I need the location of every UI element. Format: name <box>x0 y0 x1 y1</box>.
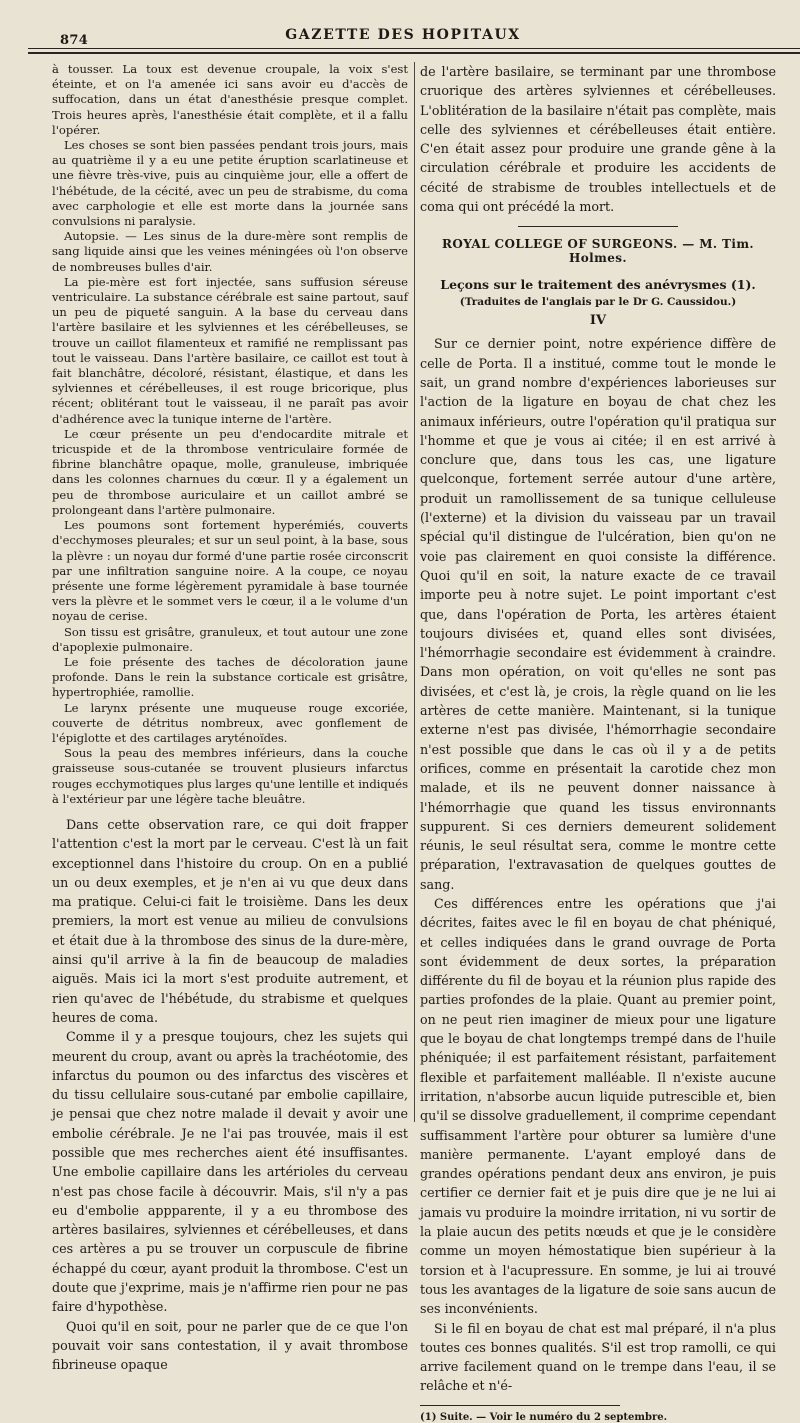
page-number: 874 <box>60 33 89 48</box>
paragraph: La pie-mère est fort injectée, sans suffusion séreuse ventriculaire. La substance cérébrale est saine partout, sauf un peu de piqueté sanguin. A la base du cerveau dans l'artère basilaire et les sylviennes et les cérébelleuses, se trouve un caillot filamenteux et ramifié ne remplissant pas tout le vaisseau. Dans l'artère basilaire, ce caillot est tout à fait blanchâtre, décoloré, résistant, élastique, et dans les sylviennes et cérébelleuses, il est rouge bricorique, plus récent; oblitérant tout le vaisseau, il ne paraît pas avoir d'adhérence avec la tunique interne de l'artère. <box>52 274 408 426</box>
page-header <box>28 0 778 60</box>
lecture-number: IV <box>589 313 607 329</box>
paragraph: Son tissu est grisâtre, granuleux, et tout autour une zone d'apoplexie pulmonaire. <box>52 624 408 654</box>
commentary <box>52 815 408 1375</box>
paragraph: Dans cette observation rare, ce qui doit frapper l'attention c'est la mort par le cerveau. C'est là un fait exceptionnel dans l'histoire du croup. On en a publié un ou deux exemples, et je n'en ai vu que deux dans ma pratique. Celui-ci fait le troisième. Dans les deux premiers, la mort est venue au milieu de convulsions et était due à la thrombose des sinus de la dure-mère, ainsi qu'il arrive à la fin de beaucoup de maladies aiguës. Mais ici la mort s'est produite autrement, et rien qu'avec de l'hébétude, du strabisme et quelques heures de coma. <box>52 816 408 1025</box>
journal-title: GAZETTE DES HOPITAUX <box>285 27 521 43</box>
right-column <box>420 62 776 1423</box>
paragraph: Le larynx présente une muqueuse rouge excoriée, couverte de détritus nombreux, avec gonflement de l'épiglotte et des cartilages aryténoïdes. <box>52 700 408 745</box>
paragraph: Quoi qu'il en soit, pour ne parler que de ce que l'on pouvait voir sans contestation, il y avait thrombose fibrineuse opaque <box>52 1318 408 1373</box>
lecture-title: Leçons sur le traitement des anévrysmes (1). <box>440 277 756 293</box>
lecture-body <box>420 334 776 1395</box>
paragraph: à tousser. La toux est devenue croupale, la voix s'est éteinte, et on l'a amenée ici sans avoir eu d'accès de suffocation, dans un état d'anesthésie presque complet. Trois heures après, l'anesthésie était complète, et il a fallu l'opérer. <box>52 62 408 137</box>
section-separator <box>518 226 678 227</box>
paragraph: Si le fil en boyau de chat est mal préparé, il n'a plus toutes ces bonnes qualités. S'il est trop ramolli, ce qui arrive facilement quand on le trempe dans l'eau, il se relâche et n'é- <box>420 1320 776 1394</box>
column-divider <box>414 62 415 1122</box>
left-column <box>52 62 408 1373</box>
paragraph: Comme il y a presque toujours, chez les sujets qui meurent du croup, avant ou après la trachéotomie, des infarctus du poumon ou des infarctus des viscères et du tissu cellulaire sous-cutané par embolie capillaire, je pensai que chez notre malade il devait y avoir une embolie cérébrale. Je ne l'ai pas trouvée, mais il est possible que mes recherches aient été insuffisantes. Une embolie capillaire dans les artérioles du cerveau n'est pas chose facile à découvrir. Mais, s'il n'y a pas eu d'embolie appparente, il y a eu thrombose des artères basilaires, sylviennes et cérébelleuses, et dans ces artères a pu se trouver un corpuscule de fibrine échappé du cœur, ayant produit la thrombose. C'est un doute que j'exprime, mais je n'affirme rien pour ne pas faire d'hypothèse. <box>52 1029 408 1315</box>
paragraph: Sur ce dernier point, notre expérience diffère de celle de Porta. Il a institué, comme tout le monde le sait, un grand nombre d'expériences laborieuses sur l'action de la ligature en boyau de chat chez les animaux inférieurs, outre l'opération qu'il pratiqua sur l'homme et que je vous ai citée; il en est arrivé à conclure que, dans tous les cas, une ligature quelconque, fortement serrée autour d'une artère, produit un ramollissement de sa tunique celluleuse (l'externe) et la division du vaisseau par un travail spécial qu'il distingue de l'ulcération, bien qu'on ne voie pas clairement en quoi consiste la différence. Quoi qu'il en soit, la nature exacte de ce travail importe peu à notre sujet. Le point important c'est que, dans l'opération de Porta, les artères étaient toujours divisées et, quand elles sont divisées, l'hémorrhagie secondaire est évidemment à craindre. Dans mon opération, on voit qu'elles ne sont pas divisées, et c'est là, je crois, la règle quand on lie les artères de cette manière. Maintenant, si la tunique externe n'est pas divisée, l'hémorrhagie secondaire n'est possible que dans le cas où il y a de petits orifices, comme en présentait la carotide chez mon malade, et ils ne peuvent donner naissance à l'hémorrhagie que quand les tissus environnants suppurent. Si ces derniers demeurent solidement réunis, le seul résultat sera, comme le montre cette préparation, l'extravasation de quelques gouttes de sang. <box>420 336 776 892</box>
header-rule-thin <box>28 48 800 49</box>
paragraph-autopsy: Autopsie. — Les sinus de la dure-mère sont remplis de sang liquide ainsi que les veines méningées où l'on observe de nombreuses bulles d'air. <box>52 229 408 274</box>
lecture-subtitle: (Traduites de l'anglais par le Dr G. Caussidou.) <box>459 296 737 309</box>
paragraph: Ces différences entre les opérations que j'ai décrites, faites avec le fil en boyau de chat phéniqué, et celles indiquées dans le grand ouvrage de Porta sont évidemment de deux sortes, la préparation différente du fil de boyau et la réunion plus rapide des parties profondes de la plaie. Quant au premier point, on ne peut rien imaginer de mieux pour une ligature que le boyau de chat longtemps trempé dans de l'huile phéniquée; il est parfaitement résistant, parfaitement flexible et parfaitement malléable. Il n'existe aucune irritation, n'absorbe aucun liquide putrescible et, bien qu'il se dissolve graduellement, il comprime cependant suffisamment l'artère pour obturer sa lumière d'une manière permanente. L'ayant employé dans de grandes opérations pendant deux ans environ, je puis certifier ce dernier fait et je puis dire que je ne lui ai jamais vu produire la moindre irritation, ni vu sortir de la plaie aucun des petits nœuds et que je le considère comme un moyen hémostatique bien supérieur à la torsion et à l'acupressure. En somme, je lui ai trouvé tous les avantages de la ligature de soie sans aucun de ses inconvénients. <box>420 895 776 1317</box>
footnote-rule <box>420 1405 620 1406</box>
section-title: ROYAL COLLEGE OF SURGEONS. — M. Tim. Holmes. <box>442 237 754 266</box>
paragraph: Sous la peau des membres inférieurs, dans la couche graisseuse sous-cutanée se trouvent plusieurs infarctus rouges ecchymotiques plus larges qu'une lentille et indiqués à l'extérieur par une légère tache bleuâtre. <box>52 746 408 806</box>
paragraph: Les poumons sont fortement hyperémiés, couverts d'ecchymoses pleurales; et sur un seul point, à la base, sous la plèvre : un noyau dur formé d'une partie rosée circonscrit par une infiltration sanguine noire. A la coupe, ce noyau présente une forme légèrement pyramidale à base tournée vers la plèvre et le sommet vers le cœur, il a le volume d'un noyau de cerise. <box>52 518 408 624</box>
text-columns <box>52 62 776 1423</box>
footnote: (1) Suite. — Voir le numéro du 2 septembre. <box>420 1411 668 1423</box>
header-rule-thick <box>28 52 800 54</box>
paragraph: Les choses se sont bien passées pendant trois jours, mais au quatrième il y a eu une petite éruption scarlatineuse et une fièvre très-vive, puis au cinquième jour, elle a offert de l'hébétude, de la cécité, avec un peu de strabisme, du coma avec carphologie et elle est morte dans la journée sans convulsions ni paralysie. <box>52 138 408 229</box>
paragraph: Le cœur présente un peu d'endocardite mitrale et tricuspide et de la thrombose ventriculaire formée de fibrine blanchâtre opaque, molle, granuleuse, imbriquée dans les colonnes charnues du cœur. Il y a également un peu de thrombose auriculaire et un caillot ambré se prolongeant dans l'artère pulmonaire. <box>52 426 408 517</box>
paragraph: Le foie présente des taches de décoloration jaune profonde. Dans le rein la substance corticale est grisâtre, hypertrophiée, ramollie. <box>52 654 408 700</box>
case-report <box>52 62 408 807</box>
paragraph-continuation: de l'artère basilaire, se terminant par une thrombose cruorique des artères sylviennes et cérébelleuses. L'oblitération de la basilaire n'était pas complète, mais celle des sylviennes et cérébelleuses était entière. C'en était assez pour produire une grande gêne à la circulation cérébrale et produire les accidents de cécité de strabisme de troubles intellectuels et de coma qui ont précédé la mort. <box>420 64 776 215</box>
